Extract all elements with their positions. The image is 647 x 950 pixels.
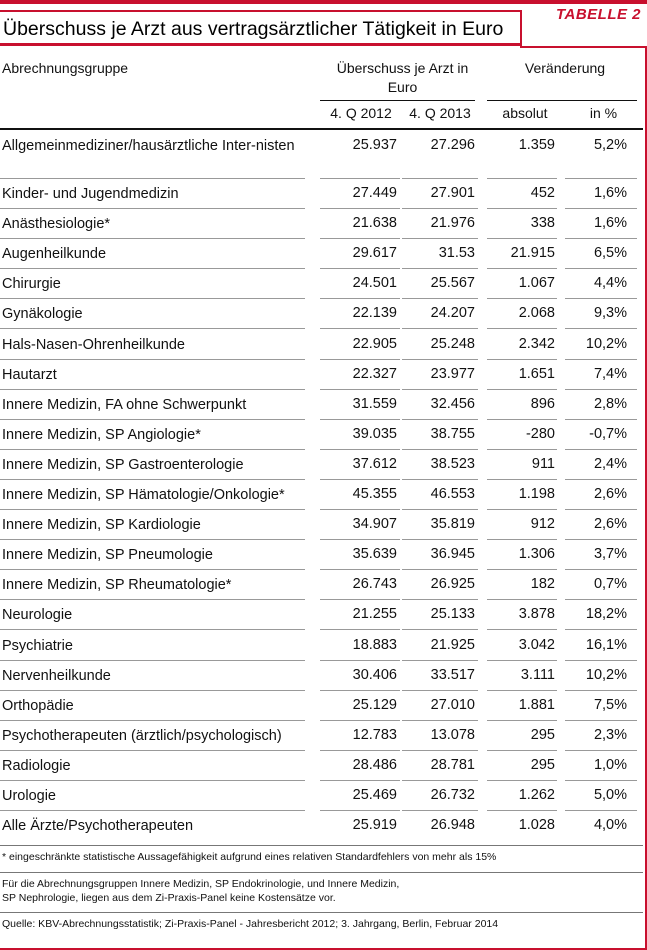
value-2012: 34.907 [352, 516, 397, 533]
value-2012: 18.883 [352, 636, 397, 653]
title-box [0, 10, 522, 46]
header-percent: in % [589, 105, 618, 121]
header-group: Abrechnungsgruppe [2, 60, 129, 76]
row-name: Chirurgie [2, 276, 61, 293]
value-2013: 25.248 [430, 335, 475, 352]
change-percent: 2,3% [593, 726, 627, 743]
row-name: Innere Medizin, SP Angiologie* [2, 426, 201, 443]
header-absolute: absolut [502, 105, 548, 121]
table-row [0, 781, 643, 811]
footnote-rule-1 [0, 845, 643, 846]
change-absolute: 1.651 [518, 365, 555, 382]
header-change: Veränderung [524, 60, 606, 76]
footnote-2b: SP Nephrologie, liegen aus dem Zi-Praxis-Panel keine Kostensätze vor. [2, 892, 336, 904]
change-absolute: 2.342 [518, 335, 555, 352]
change-absolute: 912 [530, 516, 555, 533]
row-name: Orthopädie [2, 697, 74, 714]
value-2013: 21.925 [430, 636, 475, 653]
value-2013: 13.078 [430, 726, 475, 743]
change-percent: 2,4% [593, 455, 627, 472]
change-absolute: 2.068 [518, 305, 555, 322]
value-2012: 35.639 [352, 546, 397, 563]
value-2012: 12.783 [352, 726, 397, 743]
change-percent: 2,6% [593, 486, 627, 502]
table-row [0, 239, 643, 269]
value-2013: 46.553 [430, 486, 475, 502]
change-percent: 7,4% [593, 365, 627, 382]
header-q2012: 4. Q 2012 [330, 105, 392, 121]
change-absolute: 1.359 [518, 137, 555, 153]
value-2012: 39.035 [352, 425, 397, 442]
value-2012: 30.406 [352, 666, 397, 683]
value-2013: 32.456 [430, 395, 475, 412]
change-percent: 1,0% [593, 756, 627, 773]
change-percent: 4,0% [593, 817, 627, 834]
table-row [0, 691, 643, 721]
value-2013: 35.819 [430, 516, 475, 533]
table-row [0, 631, 643, 661]
change-percent: 10,2% [585, 335, 627, 352]
table-row [0, 570, 643, 600]
table-row [0, 540, 643, 570]
row-name: Innere Medizin, SP Hämatologie/Onkologie* [2, 487, 285, 503]
change-percent: 1,6% [593, 185, 627, 201]
row-name: Psychiatrie [2, 637, 73, 654]
change-absolute: 295 [530, 756, 555, 773]
value-2012: 21.638 [352, 215, 397, 232]
row-name: Allgemeinmediziner/hausärztliche Inter-nisten [2, 138, 295, 154]
value-2012: 25.129 [352, 696, 397, 713]
value-2012: 29.617 [352, 245, 397, 262]
change-absolute: 3.111 [520, 666, 555, 683]
value-2013: 25.567 [430, 275, 475, 292]
value-2012: 24.501 [352, 275, 397, 292]
row-name: Neurologie [2, 607, 73, 624]
table-row [0, 299, 643, 329]
change-absolute: 3.878 [518, 606, 555, 623]
row-name: Radiologie [2, 757, 71, 774]
row-name: Innere Medizin, SP Pneumologie [2, 547, 213, 564]
row-name: Augenheilkunde [2, 246, 107, 263]
row-name: Nervenheilkunde [2, 667, 111, 684]
value-2012: 26.743 [352, 576, 397, 593]
row-name: Hals-Nasen-Ohrenheilkunde [2, 336, 185, 353]
change-percent: 4,4% [593, 275, 627, 292]
footnote-rule-2 [0, 872, 643, 873]
change-absolute: 1.067 [518, 275, 555, 292]
table-row [0, 390, 643, 420]
header-surplus: Überschuss je Arzt in Euro [336, 60, 469, 95]
value-2013: 27.901 [430, 185, 475, 201]
change-percent: 16,1% [585, 636, 627, 653]
change-absolute: 911 [531, 455, 555, 472]
value-2013: 26.732 [430, 787, 475, 803]
row-name: Urologie [2, 788, 56, 804]
change-percent: 6,5% [593, 245, 627, 262]
header-rule-surplus [320, 100, 475, 101]
table-row [0, 179, 643, 209]
source-note: Quelle: KBV-Abrechnungsstatistik; Zi-Praxis-Panel - Jahresbericht 2012; 3. Jahrgang, Berlin, Februar 2014 [2, 918, 499, 930]
value-2012: 28.486 [352, 756, 397, 773]
change-absolute: 21.915 [510, 245, 555, 262]
value-2012: 22.139 [352, 305, 397, 322]
row-name: Alle Ärzte/Psychotherapeuten [2, 818, 194, 835]
value-2013: 26.948 [430, 817, 475, 834]
change-percent: 2,6% [593, 516, 627, 533]
value-2013: 24.207 [430, 305, 475, 322]
row-name: Kinder- und Jugendmedizin [2, 186, 179, 202]
value-2012: 25.469 [352, 787, 397, 803]
header-rule-change [487, 100, 637, 101]
value-2012: 22.905 [352, 335, 397, 352]
change-percent: 18,2% [585, 606, 627, 623]
change-absolute: 1.306 [518, 546, 555, 563]
value-2012: 25.919 [352, 817, 397, 834]
change-percent: 3,7% [593, 546, 627, 563]
value-2012: 22.327 [352, 365, 397, 382]
header-bottom-rule [0, 128, 643, 130]
table-row [0, 360, 643, 390]
change-absolute: 3.042 [518, 636, 555, 653]
page-title: Überschuss je Arzt aus vertragsärztlicher Tätigkeit in Euro [3, 18, 504, 40]
title-rule [520, 46, 647, 48]
table-row [0, 600, 643, 630]
row-name: Hautarzt [2, 366, 57, 383]
value-2013: 27.296 [430, 137, 475, 153]
change-percent: 7,5% [593, 696, 627, 713]
row-name: Gynäkologie [2, 306, 83, 323]
table-row [0, 131, 643, 179]
value-2013: 31.53 [438, 245, 475, 262]
value-2012: 21.255 [352, 606, 397, 623]
table-tag: TABELLE 2 [555, 6, 641, 23]
change-percent: 10,2% [585, 666, 627, 683]
change-percent: 9,3% [593, 305, 627, 322]
value-2012: 25.937 [352, 137, 397, 153]
row-name: Innere Medizin, SP Rheumatologie* [2, 577, 232, 594]
value-2012: 27.449 [352, 185, 397, 201]
value-2013: 27.010 [430, 696, 475, 713]
table-row [0, 209, 643, 239]
table-row [0, 751, 643, 781]
table-row [0, 721, 643, 751]
value-2012: 37.612 [352, 455, 397, 472]
value-2013: 36.945 [430, 546, 475, 563]
value-2013: 26.925 [430, 576, 475, 593]
change-absolute: 295 [530, 726, 555, 743]
table-row [0, 450, 643, 480]
change-percent: 1,6% [593, 215, 627, 232]
value-2013: 38.523 [430, 455, 475, 472]
footnote-1: * eingeschränkte statistische Aussagefähigkeit aufgrund eines relativen Standardfehlers von mehr als 15% [2, 851, 497, 863]
change-percent: 5,0% [593, 787, 627, 803]
value-2013: 33.517 [430, 666, 475, 683]
table-row [0, 510, 643, 540]
table-row [0, 811, 643, 841]
row-name: Innere Medizin, SP Gastroenterologie [2, 456, 244, 473]
row-name: Innere Medizin, SP Kardiologie [2, 517, 201, 534]
value-2013: 21.976 [430, 215, 475, 232]
value-2012: 31.559 [352, 395, 397, 412]
value-2013: 28.781 [430, 756, 475, 773]
table-row [0, 330, 643, 360]
change-absolute: -280 [525, 425, 555, 442]
change-absolute: 1.028 [518, 817, 555, 834]
change-absolute: 338 [530, 215, 555, 232]
table-row [0, 269, 643, 299]
value-2012: 45.355 [352, 486, 397, 502]
change-percent: -0,7% [589, 425, 627, 442]
header-q2013: 4. Q 2013 [409, 105, 471, 121]
value-2013: 25.133 [430, 606, 475, 623]
top-accent-bar [0, 0, 647, 4]
change-absolute: 1.881 [518, 696, 555, 713]
table-row [0, 420, 643, 450]
change-absolute: 1.262 [518, 787, 555, 803]
value-2013: 23.977 [430, 365, 475, 382]
change-percent: 5,2% [593, 137, 627, 153]
table-row [0, 480, 643, 510]
table-row [0, 661, 643, 691]
change-absolute: 1.198 [518, 486, 555, 502]
change-absolute: 182 [530, 576, 555, 593]
change-percent: 0,7% [593, 576, 627, 593]
value-2013: 38.755 [430, 425, 475, 442]
footnote-rule-3 [0, 912, 643, 913]
row-name: Psychotherapeuten (ärztlich/psychologisch) [2, 727, 282, 744]
change-absolute: 452 [530, 185, 555, 201]
change-absolute: 896 [530, 395, 555, 412]
row-name: Anästhesiologie* [2, 216, 111, 233]
footnote-2a: Für die Abrechnungsgruppen Innere Medizin, SP Endokrinologie, und Innere Medizin, [2, 878, 400, 890]
row-name: Innere Medizin, FA ohne Schwerpunkt [2, 396, 247, 413]
change-percent: 2,8% [593, 395, 627, 412]
